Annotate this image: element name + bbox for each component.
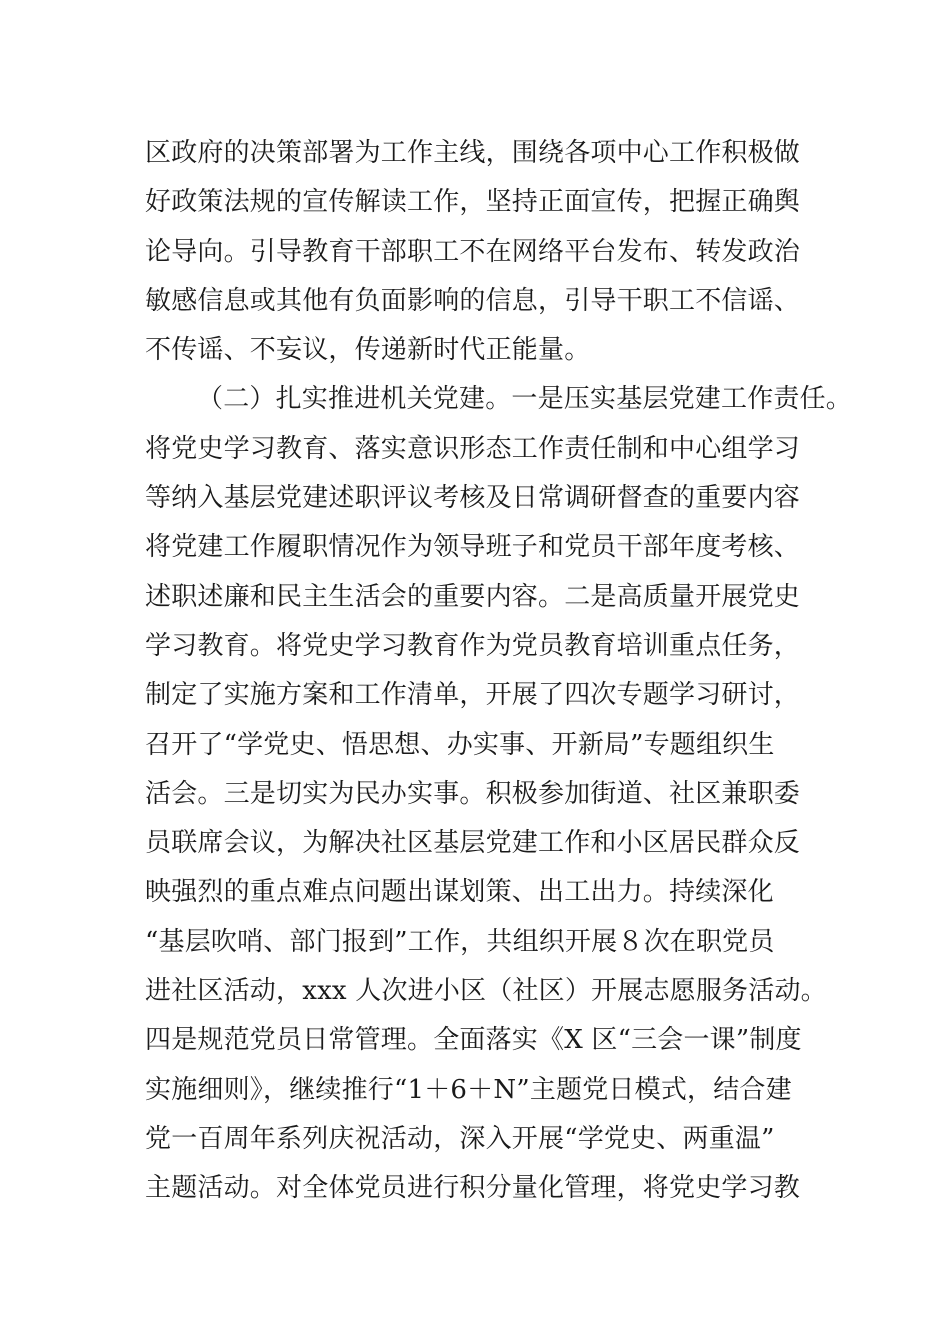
text-line: 论导向。引导教育干部职工不在网络平台发布、转发政治	[145, 236, 801, 267]
text-line: 述职述廉和民主生活会的重要内容。二是高质量开展党史	[145, 581, 801, 612]
text-line: 员联席会议，为解决社区基层党建工作和小区居民群众反	[145, 828, 801, 859]
body-text	[145, 129, 853, 1214]
text-line: 召开了“学党史、悟思想、办实事、开新局”专题组织生	[145, 729, 775, 760]
text-line: 将党建工作履职情况作为领导班子和党员干部年度考核、	[145, 532, 801, 563]
text-line: 制定了实施方案和工作清单，开展了四次专题学习研讨，	[145, 680, 801, 711]
text-line: 将党史学习教育、落实意识形态工作责任制和中心组学习	[145, 433, 801, 464]
text-line: 不传谣、不妄议，传递新时代正能量。	[145, 335, 591, 366]
text-line: 映强烈的重点难点问题出谋划策、出工出力。持续深化	[145, 877, 774, 908]
text-line: 主题活动。对全体党员进行积分量化管理，将党史学习教	[145, 1173, 801, 1204]
text-line: 进社区活动，xxx 人次进小区（社区）开展志愿服务活动。	[145, 976, 827, 1007]
text-line: 活会。三是切实为民办实事。积极参加街道、社区兼职委	[145, 778, 801, 809]
section-heading-line: （二）扎实推进机关党建。一是压实基层党建工作责任。	[197, 384, 853, 415]
text-line: “基层吹哨、部门报到”工作，共组织开展８次在职党员	[145, 926, 775, 957]
text-line: 等纳入基层党建述职评议考核及日常调研督查的重要内容	[145, 483, 801, 514]
text-line: 敏感信息或其他有负面影响的信息，引导干职工不信谣、	[145, 285, 801, 316]
text-line: 区政府的决策部署为工作主线，围绕各项中心工作积极做	[145, 138, 801, 168]
text-line: 实施细则》，继续推行“1＋6＋N”主题党日模式，结合建	[145, 1074, 792, 1105]
text-line: 学习教育。将党史学习教育作为党员教育培训重点任务，	[145, 630, 801, 661]
text-line: 党一百周年系列庆祝活动，深入开展“学党史、两重温”	[145, 1123, 775, 1154]
text-line: 四是规范党员日常管理。全面落实《X 区“三会一课”制度	[145, 1025, 802, 1056]
text-line: 好政策法规的宣传解读工作，坚持正面宣传，把握正确舆	[145, 187, 801, 218]
